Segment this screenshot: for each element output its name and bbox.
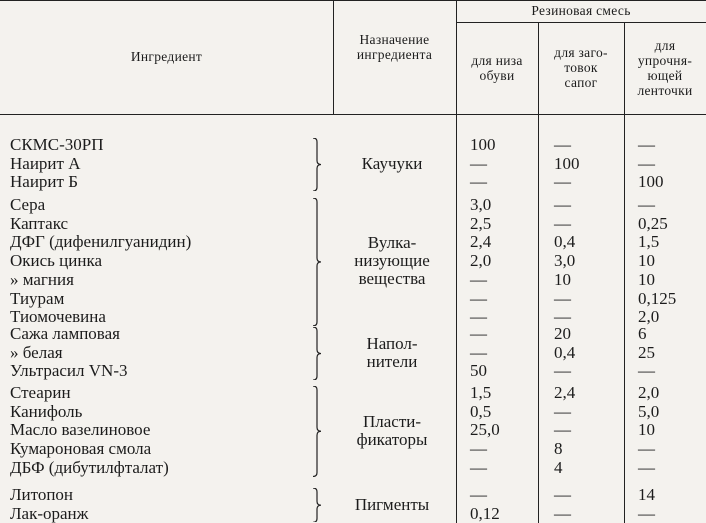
- value-col1: —: [470, 172, 487, 192]
- value-col3: 6: [638, 324, 647, 343]
- value-col3: —: [638, 153, 655, 173]
- ingredient-name: Каптакс: [10, 213, 69, 233]
- value-col2: 0,4: [554, 342, 576, 362]
- header-col3-line3: ющей: [647, 68, 683, 83]
- ingredient-name: Тиурам: [10, 288, 65, 308]
- value-col3: 0,25: [638, 213, 668, 233]
- value-col2: —: [554, 361, 571, 381]
- mix-group-underline: [456, 22, 706, 23]
- value-col2: —: [554, 401, 571, 421]
- value-col1: —: [470, 457, 487, 477]
- value-col1: 2,4: [470, 232, 492, 252]
- value-col1: 100: [470, 135, 496, 154]
- value-col3: —: [638, 361, 655, 381]
- ingredient-name: » белая: [10, 342, 63, 362]
- value-col2: —: [554, 420, 571, 440]
- value-col2: 2,4: [554, 383, 576, 402]
- ingredient-name: Канифоль: [10, 401, 83, 421]
- value-col1: —: [470, 342, 487, 362]
- value-col2: —: [554, 307, 571, 327]
- value-col2: —: [554, 195, 571, 214]
- header-purpose-line2: ингредиента: [356, 47, 433, 62]
- value-col1: 2,0: [470, 251, 492, 271]
- ingredient-purpose-label: Напол-: [366, 334, 418, 354]
- value-col3: —: [638, 135, 655, 154]
- header-col3-line1: для: [654, 38, 676, 53]
- value-col1: 3,0: [470, 195, 492, 214]
- value-col3: 14: [638, 485, 655, 504]
- header-col1-line1: для низа: [471, 53, 523, 68]
- value-col1: —: [470, 153, 487, 173]
- value-col3: 5,0: [638, 401, 660, 421]
- value-col1: —: [470, 288, 487, 308]
- header-bottom-rule: [0, 114, 706, 115]
- value-col2: 20: [554, 324, 571, 343]
- header-col3-line2: упрочня-: [637, 53, 693, 68]
- value-col3: 10: [638, 251, 655, 271]
- value-col2: 100: [554, 153, 580, 173]
- ingredient-purpose-label: Вулка-: [367, 233, 417, 253]
- value-col3: 1,5: [638, 232, 660, 252]
- value-col3: —: [638, 195, 655, 214]
- header-divider-4: [624, 22, 625, 114]
- ingredient-name: Лак-оранж: [10, 503, 89, 523]
- value-col1: 50: [470, 361, 487, 381]
- value-col1: —: [470, 439, 487, 459]
- header-col2-line2: товок: [564, 60, 598, 75]
- ingredient-name: Кумароновая смола: [10, 439, 152, 459]
- ingredient-name: СКМС-30РП: [10, 135, 104, 154]
- ingredient-name: Сера: [10, 195, 46, 214]
- body-divider-2: [538, 114, 539, 523]
- value-col1: 1,5: [470, 383, 492, 402]
- body-divider-1: [456, 114, 457, 523]
- ingredient-name: Литопон: [10, 485, 74, 504]
- value-col3: 2,0: [638, 383, 660, 402]
- value-col3: 100: [638, 172, 664, 192]
- ingredient-name: Сажа ламповая: [10, 324, 120, 343]
- value-col3: —: [638, 439, 655, 459]
- value-col3: 10: [638, 269, 655, 289]
- value-col3: 25: [638, 342, 655, 362]
- header-col3-line4: ленточки: [637, 83, 693, 98]
- value-col2: 4: [554, 457, 563, 477]
- ingredient-purpose-label: нители: [366, 352, 418, 372]
- value-col1: —: [470, 485, 487, 504]
- ingredient-name: » магния: [10, 269, 74, 289]
- header-col2-line1: для заго-: [554, 45, 608, 60]
- header-col2-line3: сапог: [564, 75, 598, 90]
- header-col1-line2: обуви: [479, 68, 515, 83]
- value-col2: 3,0: [554, 251, 576, 271]
- value-col1: 25,0: [470, 420, 500, 440]
- ingredient-name: Ультрасил VN-3: [10, 361, 128, 381]
- value-col3: 10: [638, 420, 655, 440]
- ingredient-purpose-label: низующие: [354, 251, 430, 271]
- value-col2: 8: [554, 439, 563, 459]
- value-col2: —: [554, 503, 571, 523]
- ingredient-purpose-label: вещества: [358, 269, 426, 289]
- value-col1: 2,5: [470, 213, 492, 233]
- header-purpose-line1: Назначение: [359, 32, 430, 47]
- value-col3: 0,125: [638, 288, 677, 308]
- ingredient-purpose-label: Пигменты: [354, 494, 430, 514]
- value-col1: 0,12: [470, 503, 500, 523]
- value-col1: —: [470, 324, 487, 343]
- ingredient-name: ДБФ (дибутилфталат): [10, 457, 169, 477]
- header-mix-group: Резиновая смесь: [531, 3, 631, 18]
- ingredient-purpose-label: фикаторы: [356, 429, 428, 449]
- ingredient-name: Стеарин: [10, 383, 71, 402]
- value-col2: —: [554, 485, 571, 504]
- value-col3: —: [638, 457, 655, 477]
- value-col1: 0,5: [470, 401, 492, 421]
- value-col2: —: [554, 172, 571, 192]
- ingredient-purpose-label: Пласти-: [362, 411, 422, 431]
- ingredient-name: Наирит Б: [10, 172, 78, 192]
- value-col2: 0,4: [554, 232, 576, 252]
- ingredient-purpose-label: Каучуки: [361, 154, 423, 174]
- ingredient-name: Наирит А: [10, 153, 81, 173]
- value-col1: —: [470, 307, 487, 327]
- ingredient-name: Тиомочевина: [10, 307, 106, 327]
- value-col3: 2,0: [638, 307, 660, 327]
- value-col2: —: [554, 213, 571, 233]
- value-col2: 10: [554, 269, 571, 289]
- value-col1: —: [470, 269, 487, 289]
- value-col2: —: [554, 288, 571, 308]
- body-divider-3: [624, 114, 625, 523]
- header-ingredient: Ингредиент: [130, 49, 203, 64]
- ingredient-name: Масло вазелиновое: [10, 420, 151, 440]
- ingredient-name: Окись цинка: [10, 251, 103, 271]
- value-col3: —: [638, 503, 655, 523]
- ingredient-name: ДФГ (дифенилгуанидин): [10, 232, 192, 252]
- top-rule: [0, 0, 706, 1]
- value-col2: —: [554, 135, 571, 154]
